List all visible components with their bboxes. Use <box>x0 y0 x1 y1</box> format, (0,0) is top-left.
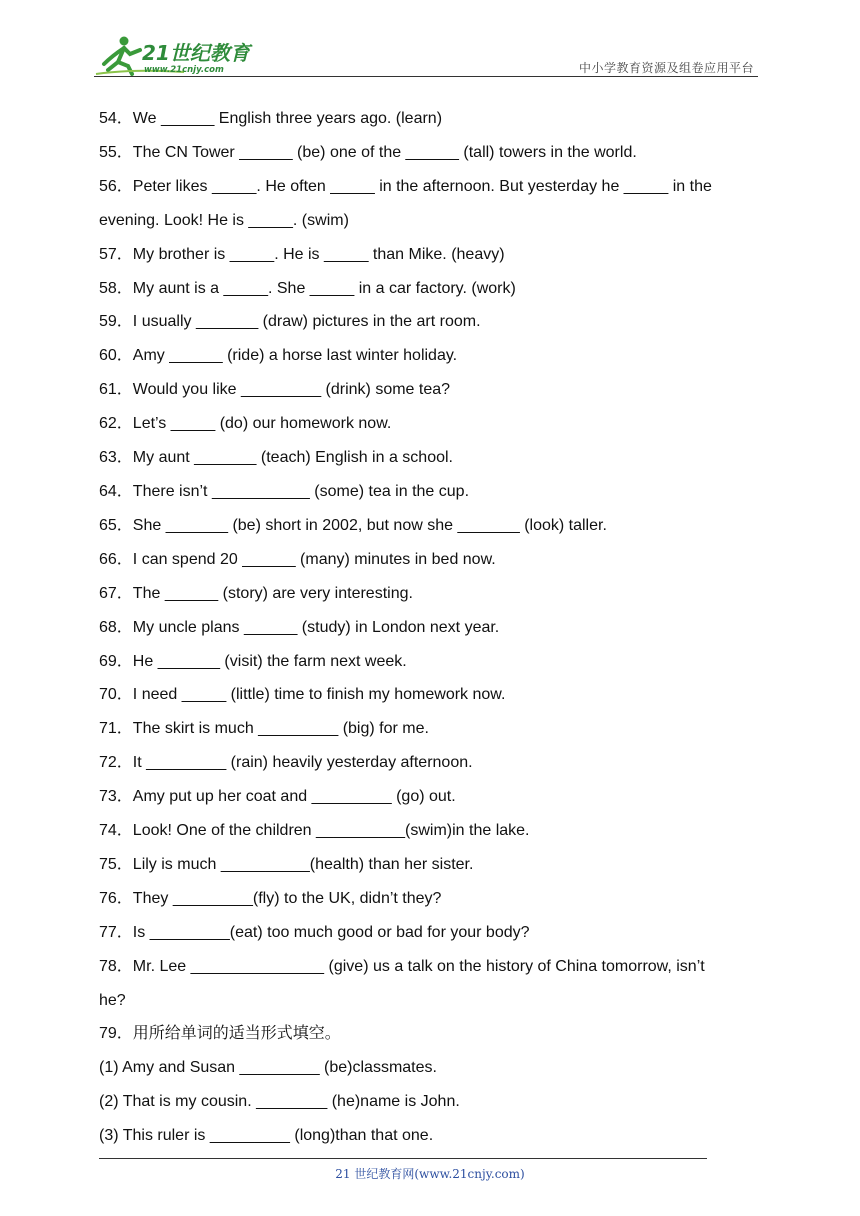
header-tagline: 中小学教育资源及组卷应用平台 <box>578 61 754 75</box>
footer-text: 21 世纪教育网(www.21cnjy.com) <box>335 1167 525 1181</box>
exercise-line: 58．My aunt is a _____. She _____ in a car factory. (work) <box>99 279 516 297</box>
exercise-line: 61．Would you like _________ (drink) some tea? <box>99 381 451 399</box>
exercise-line: 78．Mr. Lee _______________ (give) us a talk on the history of China tomorrow, isn’t <box>99 957 705 975</box>
exercise-line: (2) That is my cousin. ________ (he)name is John. <box>99 1093 460 1111</box>
exercise-line: 59．I usually _______ (draw) pictures in the art room. <box>99 313 481 331</box>
exercise-line: 77．Is _________(eat) too much good or bad for your body? <box>99 923 530 941</box>
exercise-line: 71．The skirt is much _________ (big) for me. <box>99 720 429 738</box>
exercise-line: he? <box>99 991 126 1009</box>
logo <box>94 34 264 76</box>
footer-divider <box>99 1158 707 1159</box>
exercise-line: 63．My aunt _______ (teach) English in a school. <box>99 449 453 467</box>
exercise-line: 72．It _________ (rain) heavily yesterday afternoon. <box>99 754 473 772</box>
page-header <box>94 30 758 78</box>
exercise-line: 73．Amy put up her coat and _________ (go) out. <box>99 788 456 806</box>
exercise-line: 66．I can spend 20 ______ (many) minutes in bed now. <box>99 550 496 568</box>
exercise-line: 67．The ______ (story) are very interesting. <box>99 584 413 602</box>
exercise-line: 70．I need _____ (little) time to finish my homework now. <box>99 686 506 704</box>
exercise-line: 76．They _________(fly) to the UK, didn’t they? <box>99 889 442 907</box>
exercise-line: 55．The CN Tower ______ (be) one of the ______ (tall) towers in the world. <box>99 143 637 161</box>
header-divider <box>94 76 758 77</box>
exercise-line: 57．My brother is _____. He is _____ than Mike. (heavy) <box>99 245 505 263</box>
exercise-line: 56．Peter likes _____. He often _____ in the afternoon. But yesterday he _____ in the <box>99 177 712 195</box>
exercise-line: 64．There isn’t ___________ (some) tea in the cup. <box>99 482 470 500</box>
exercise-line: evening. Look! He is _____. (swim) <box>99 211 349 229</box>
exercise-line: 69．He _______ (visit) the farm next week. <box>99 652 407 670</box>
exercise-line: 60．Amy ______ (ride) a horse last winter holiday. <box>99 347 458 365</box>
exercise-list <box>99 102 767 1153</box>
exercise-line: 62．Let’s _____ (do) our homework now. <box>99 415 392 433</box>
exercise-line: 79．用所给单词的适当形式填空。 <box>99 1025 341 1043</box>
exercise-line: 68．My uncle plans ______ (study) in London next year. <box>99 618 500 636</box>
exercise-line: (1) Amy and Susan _________ (be)classmates. <box>99 1059 437 1077</box>
exercise-line: 54．We ______ English three years ago. (learn) <box>99 110 443 127</box>
logo-url: www.21cnjy.com <box>144 65 224 75</box>
exercise-line: 75．Lily is much __________(health) than her sister. <box>99 855 474 873</box>
exercise-line: 74．Look! One of the children __________(swim)in the lake. <box>99 822 530 840</box>
logo-text: 21世纪教育 <box>142 41 250 65</box>
exercise-line: (3) This ruler is _________ (long)than that one. <box>99 1127 434 1145</box>
exercise-line: 65．She _______ (be) short in 2002, but now she _______ (look) taller. <box>99 516 607 534</box>
